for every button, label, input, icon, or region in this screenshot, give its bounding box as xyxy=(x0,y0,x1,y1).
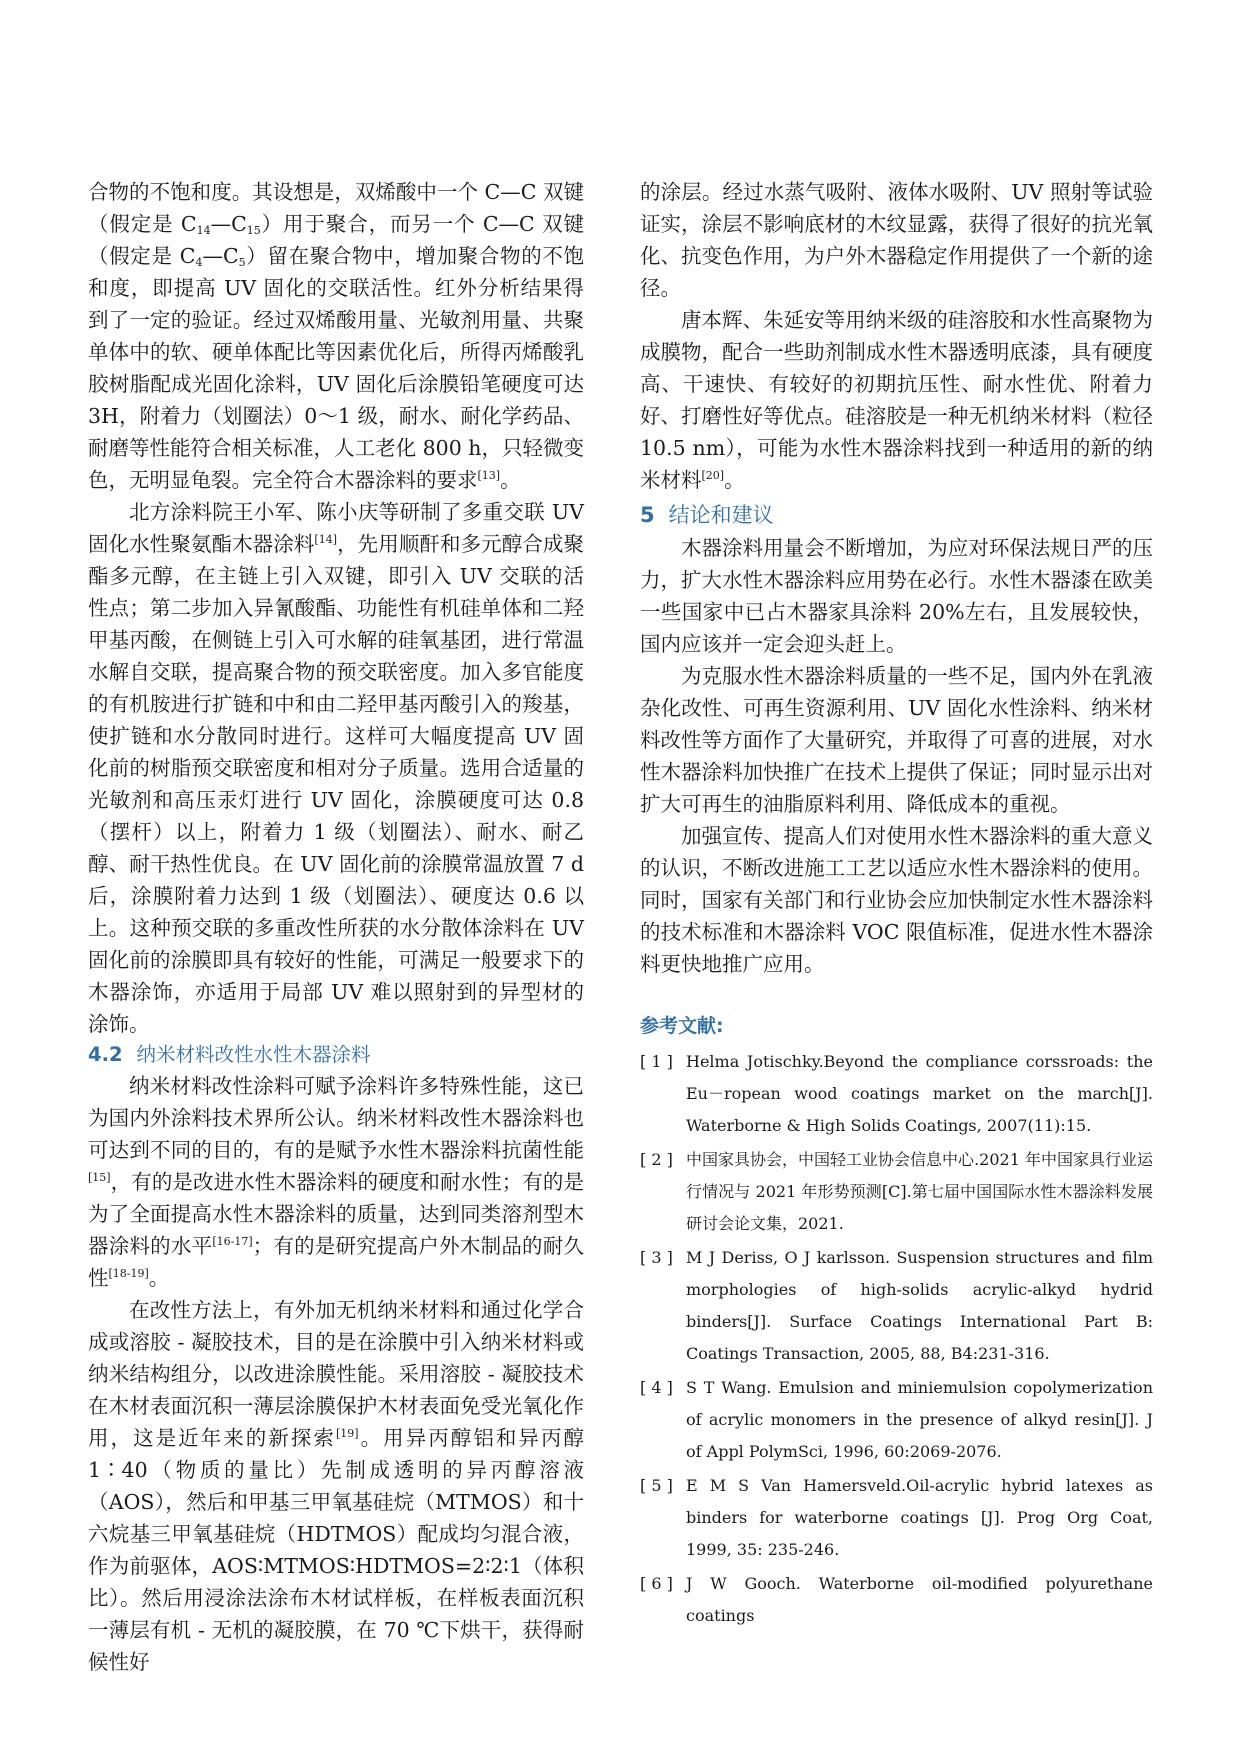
citation: [14] xyxy=(314,533,338,546)
paragraph-conclusion-1: 木器涂料用量会不断增加，为应对环保法规日严的压力，扩大水性木器涂料应用势在必行。水性木器漆在欧美一些国家中已占木器家具涂料 20%左右，且发展较快，国内应该并一定会迎头赶上。 xyxy=(640,536,1153,656)
references-heading: 参考文献: xyxy=(640,1015,724,1037)
paragraph-silica-sol: 唐本辉、朱延安等用纳米级的硅溶胶和水性高聚物为成膜物，配合一些助剂制成水性木器透明底漆，具有硬度高、干速快、有较好的初期抗压性、耐水性优、附着力好、打磨性好等优点。硅溶胶是一种无机纳米材料（粒径 10.5 nm），可能为水性木器涂料找到一种适用的新的纳米材料[20]。 xyxy=(640,308,1153,492)
paragraph-sol-gel: 在改性方法上，有外加无机纳米材料和通过化学合成或溶胶 - 凝胶技术，目的是在涂膜中引入纳米材料或纳米结构组分，以改进涂膜性能。采用溶胶 - 凝胶技术在木材表面沉积一薄层涂膜保护木材表面免受光氧化作用，这是近年来的新探索[19]。用异丙醇铝和异丙醇 1∶40（物质的量比）先制成透明的异丙醇溶液（AOS），然后和甲基三甲氧基硅烷（MTMOS）和十六烷基三甲氧基硅烷（HDTMOS）配成均匀混合液，作为前驱体，AOS∶MTMOS∶HDTMOS=2∶2∶1（体积比）。然后用浸涂法涂布木材试样板，在样板表面沉积一薄层有机 - 无机的凝胶膜，在 70 ℃下烘干，获得耐候性好 xyxy=(88,1298,585,1674)
citation: [19] xyxy=(335,1427,359,1440)
paragraph-coating-result: 的涂层。经过水蒸气吸附、液体水吸附、UV 照射等试验证实，涂层不影响底材的木纹显露，获得了很好的抗光氧化、抗变色作用，为户外木器稳定作用提供了一个新的途径。 xyxy=(640,180,1153,300)
paragraph-unsaturation: 合物的不饱和度。其设想是，双烯酸中一个 C—C 双键（假定是 $C_{14}—C_{15}$）用于聚合，而另一个 C—C 双键（假定是 $C_4—C_5$）留在聚合物中，增加聚合物的不饱和度，即提高 UV 固化的交联活性。红外分析结果得到了一定的验证。经过双烯酸用量、光敏剂用量、共聚单体中的软、硬单体配比等因素优化后，所得丙烯酸乳胶树脂配成光固化涂料，UV 固化后涂膜铅笔硬度可达 3H，附着力（划圈法）0～1 级，耐水、耐化学药品、耐磨等性能符合相关标准，人工老化 800 h，只轻微变色，无明显龟裂。完全符合木器涂料的要求[13]。 xyxy=(88,180,585,492)
paragraph-conclusion-2: 为克服水性木器涂料质量的一些不足，国内外在乳液杂化改性、可再生资源利用、UV 固化水性涂料、纳米材料改性等方面作了大量研究，并取得了可喜的进展，对水性木器涂料加快推广在技术上提供了保证；同时显示出对扩大可再生的油脂原料利用、降低成本的重视。 xyxy=(640,664,1153,816)
section-heading-4-2: 4.2 纳米材料改性水性木器涂料 xyxy=(88,1043,371,1066)
section-heading-5: 5 结论和建议 xyxy=(640,503,774,527)
citation: [18-19] xyxy=(108,1267,149,1280)
reference-item: [ 1 ] Helma Jotischky.Beyond the compliance corssroads: the Eu－ropean wood coatings market on the march[J]. Waterborne & High Solids Coatings, 2007(11):15. xyxy=(640,1052,1153,1135)
reference-list xyxy=(640,1046,1153,1632)
citation: [15] xyxy=(88,1171,111,1184)
citation: [16-17] xyxy=(212,1235,253,1248)
reference-item: [ 4 ] S T Wang. Emulsion and miniemulsion copolymerization of acrylic monomers in the presence of alkyd resin[J]. J of Appl PolymSci, 1996, 60:2069-2076. xyxy=(640,1378,1153,1461)
reference-item: [ 3 ] M J Deriss, O J karlsson. Suspension structures and film morphologies of high-solids acrylic-alkyd hydrid binders[J]. Surface Coatings International Part B: Coatings Transaction, 2005, 88, B4:231-316. xyxy=(640,1248,1153,1363)
reference-item: [ 5 ] E M S Van Hamersveld.Oil-acrylic hybrid latexes as binders for waterborne coatings [J]. Prog Org Coat, 1999, 35: 235-246. xyxy=(640,1476,1153,1559)
paragraph-nano-materials: 纳米材料改性涂料可赋予涂料许多特殊性能，这已为国内外涂料技术界所公认。纳米材料改性木器涂料也可达到不同的目的，有的是赋予水性木器涂料抗菌性能[15]，有的是改进水性木器涂料的硬度和耐水性；有的是为了全面提高水性木器涂料的质量，达到同类溶剂型木器涂料的水平[16-17]；有的是研究提高户外木制品的耐久性[18-19]。 xyxy=(88,1074,584,1290)
reference-item: [ 6 ] J W Gooch. Waterborne oil-modified polyurethane coatings xyxy=(640,1574,1153,1625)
right-column xyxy=(640,176,1153,1634)
paragraph-uv-polyurethane: 北方涂料院王小军、陈小庆等研制了多重交联 UV 固化水性聚氨酯木器涂料[14]，先用顺酐和多元醇合成聚酯多元醇，在主链上引入双键，即引入 UV 交联的活性点；第二步加入异氰酸酯、功能性有机硅单体和二羟甲基丙酸，在侧链上引入可水解的硅氧基团，进行常温水解自交联，提高聚合物的预交联密度。加入多官能度的有机胺进行扩链和中和由二羟甲基丙酸引入的羧基，使扩链和水分散同时进行。这样可大幅度提高 UV 固化前的树脂预交联密度和相对分子质量。选用合适量的光敏剂和高压汞灯进行 UV 固化，涂膜硬度可达 0.8（摆杆）以上，附着力 1 级（划圈法）、耐水、耐乙醇、耐干热性优良。在 UV 固化前的涂膜常温放置 7 d 后，涂膜附着力达到 1 级（划圈法）、硬度达 0.6 以上。这种预交联的多重改性所获的水分散体涂料在 UV 固化前的涂膜即具有较好的性能，可满足一般要求下的木器涂饰，亦适用于局部 UV 难以照射到的异型材的涂饰。 xyxy=(88,500,585,1036)
left-column xyxy=(88,176,584,1678)
paragraph-conclusion-3: 加强宣传、提高人们对使用水性木器涂料的重大意义的认识，不断改进施工工艺以适应水性木器涂料的使用。同时，国家有关部门和行业协会应加快制定水性木器涂料的技术标准和木器涂料 VOC 限值标准，促进水性木器涂料更快地推广应用。 xyxy=(640,824,1153,976)
citation: [13] xyxy=(477,469,501,482)
citation: [20] xyxy=(701,469,725,482)
reference-item: [ 2 ] 中国家具协会，中国轻工业协会信息中心.2021 年中国家具行业运行情况与 2021 年形势预测[C].第七届中国国际水性木器涂料发展研讨会论文集，2021. xyxy=(640,1150,1153,1233)
